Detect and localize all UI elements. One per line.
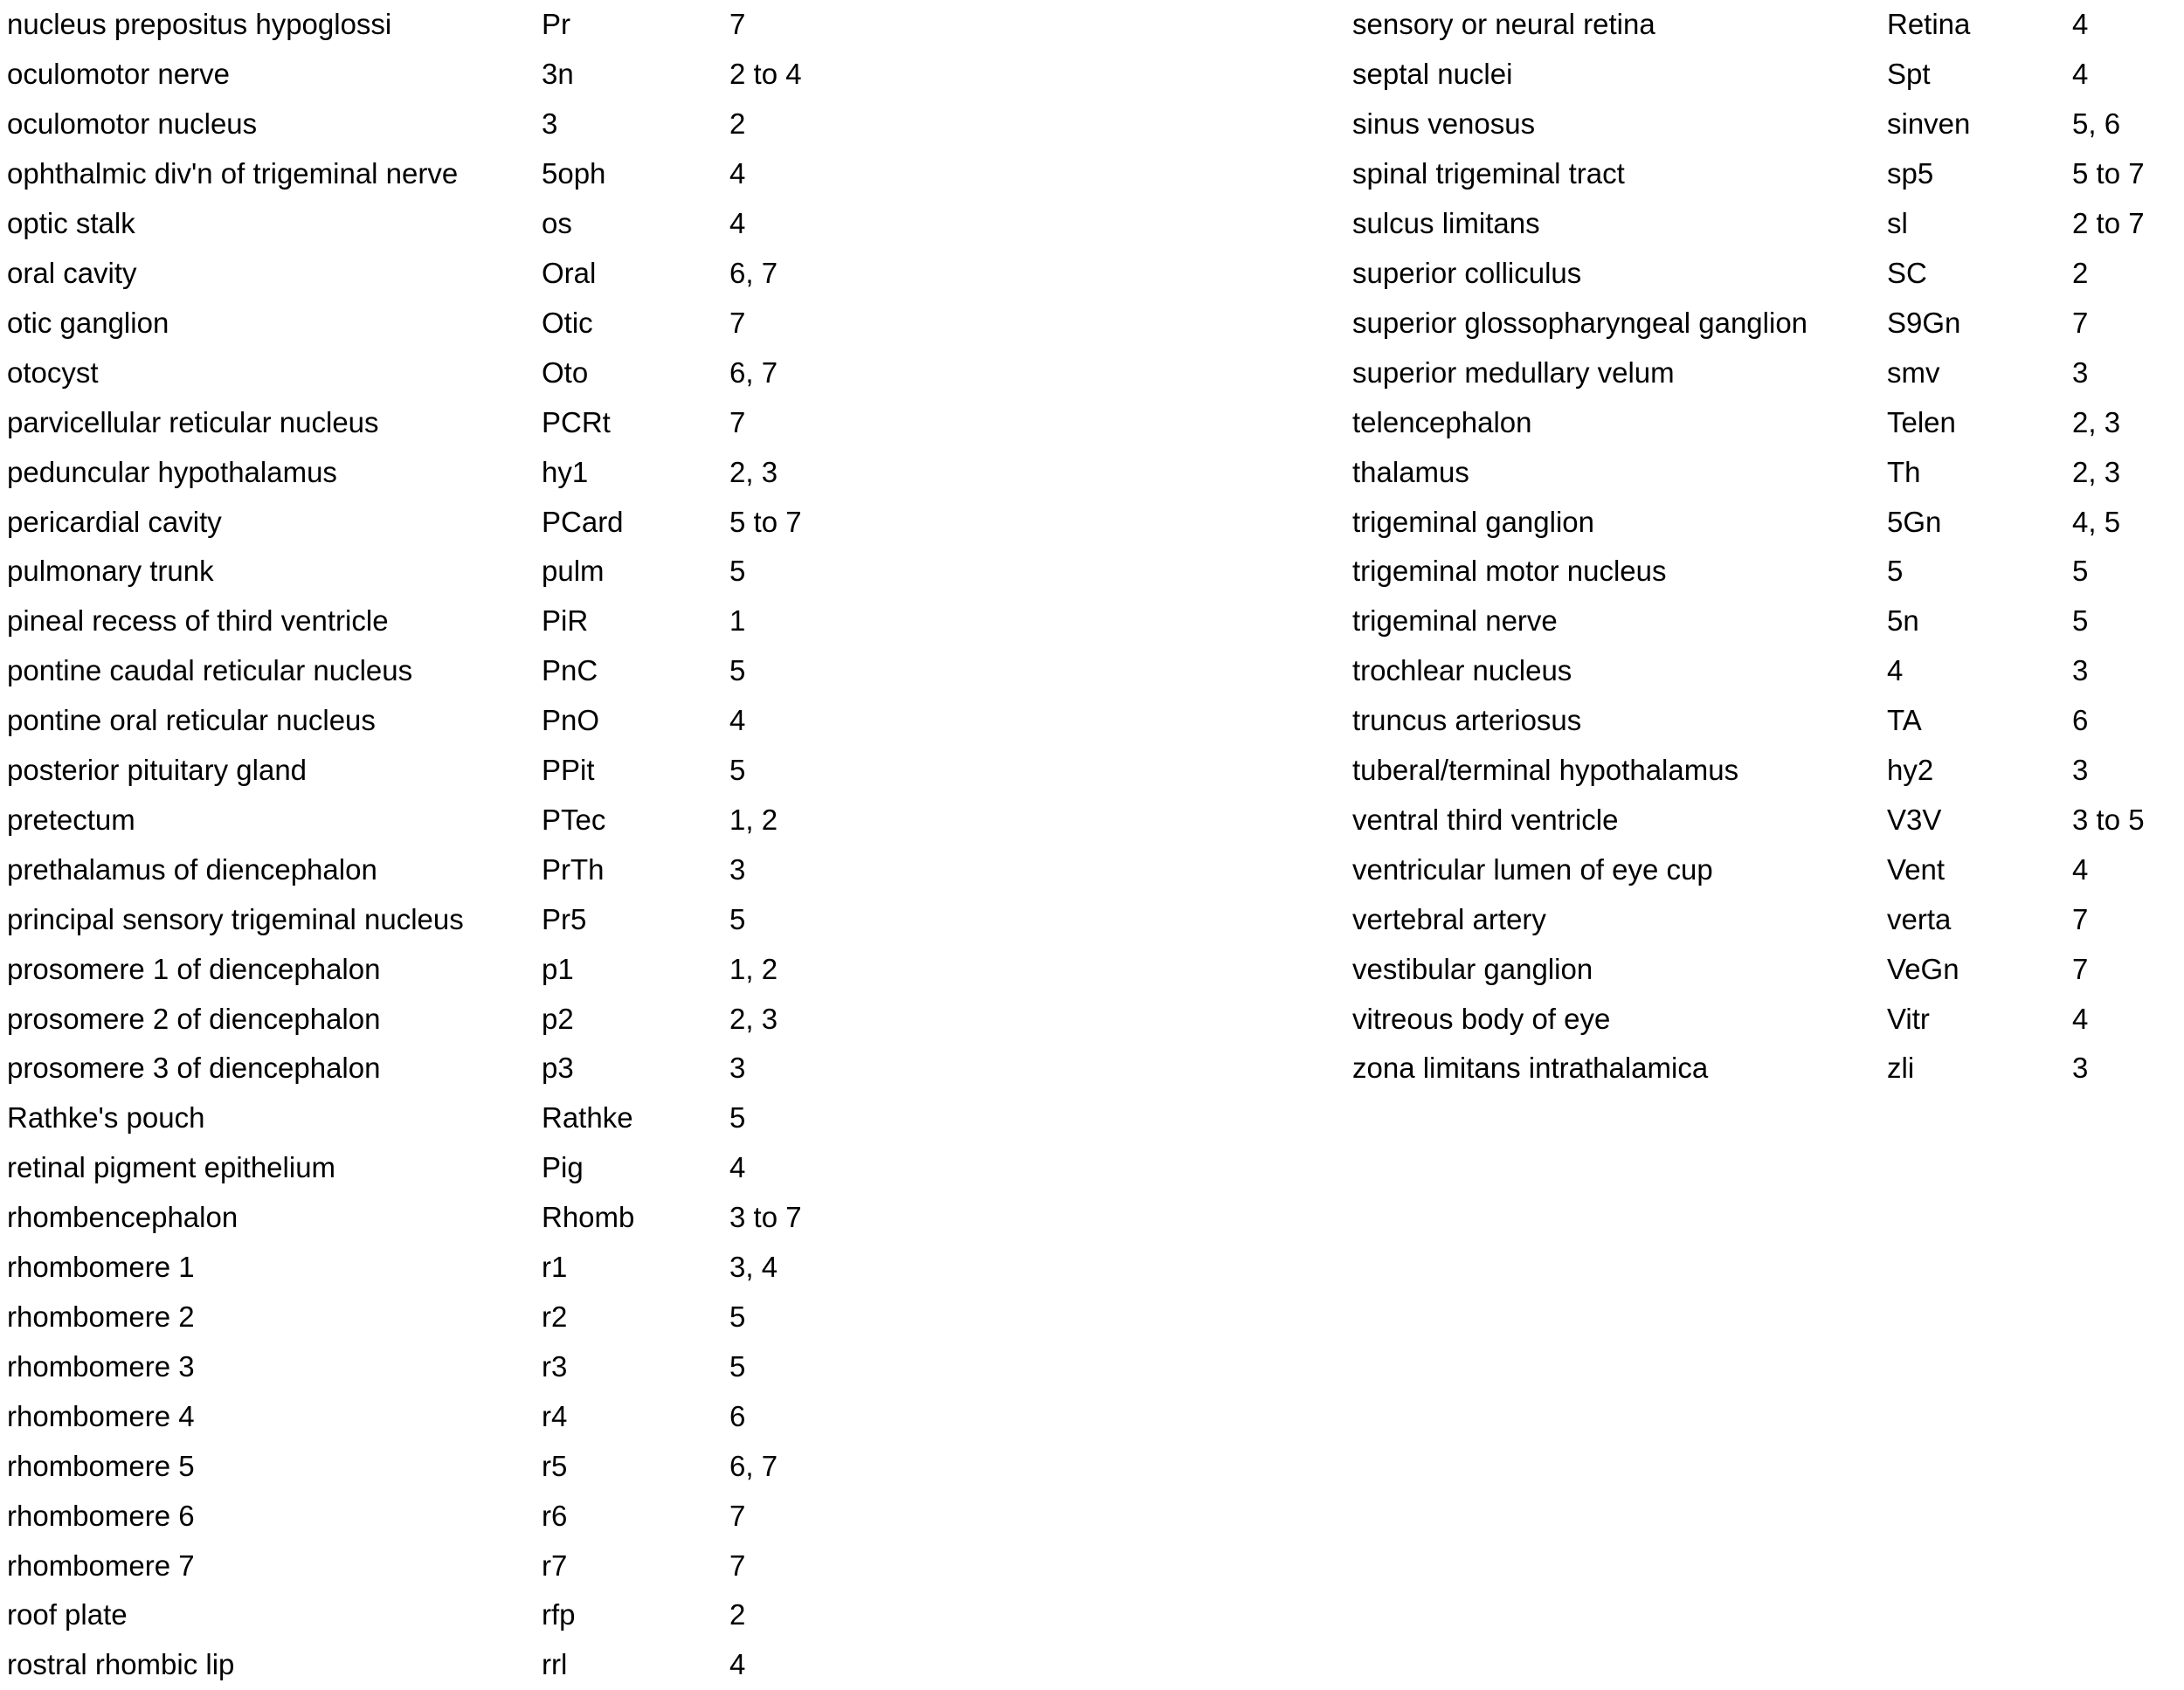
table-row <box>7 397 1344 447</box>
table-row <box>7 1640 1344 1690</box>
structure-abbreviation: r1 <box>542 1251 568 1284</box>
structure-abbreviation: PnC <box>542 654 598 687</box>
structure-abbreviation: PiR <box>542 604 589 638</box>
plate-numbers: 5 <box>2072 555 2089 588</box>
structure-abbreviation: p3 <box>542 1052 574 1085</box>
table-row <box>7 547 1344 597</box>
structure-abbreviation: VeGn <box>1887 952 1959 985</box>
table-row <box>7 298 1344 348</box>
glossary-column-left <box>7 0 1344 1690</box>
structure-abbreviation: 5Gn <box>1887 505 1942 538</box>
structure-name: rhombencephalon <box>7 1201 238 1234</box>
structure-name: telencephalon <box>1352 405 1532 438</box>
table-row <box>7 1143 1344 1193</box>
structure-abbreviation: hy1 <box>542 455 589 488</box>
table-row <box>7 149 1344 199</box>
structure-name: rhombomere 6 <box>7 1499 195 1532</box>
structure-abbreviation: Vent <box>1887 852 1946 886</box>
structure-abbreviation: r6 <box>542 1499 568 1532</box>
structure-name: rhombomere 5 <box>7 1449 195 1482</box>
table-row <box>1352 746 2177 796</box>
structure-name: oculomotor nucleus <box>7 107 258 141</box>
structure-abbreviation: r4 <box>542 1399 568 1432</box>
plate-numbers: 7 <box>729 1549 746 1582</box>
plate-numbers: 6 <box>729 1399 746 1432</box>
plate-numbers: 5 <box>2072 604 2089 638</box>
structure-abbreviation: verta <box>1887 902 1952 935</box>
plate-numbers: 7 <box>2072 902 2089 935</box>
plate-numbers: 4 <box>2072 58 2089 91</box>
table-row <box>7 1391 1344 1441</box>
structure-abbreviation: 3n <box>542 58 574 91</box>
structure-abbreviation: pulm <box>542 555 605 588</box>
structure-abbreviation: Spt <box>1887 58 1931 91</box>
structure-name: rhombomere 2 <box>7 1300 195 1334</box>
plate-numbers: 6, 7 <box>729 1449 778 1482</box>
plate-numbers: 4 <box>729 704 746 737</box>
structure-abbreviation: smv <box>1887 355 1940 389</box>
plate-numbers: 2, 3 <box>729 455 778 488</box>
structure-name: pineal recess of third ventricle <box>7 604 389 638</box>
plate-numbers: 6, 7 <box>729 355 778 389</box>
structure-abbreviation: V3V <box>1887 803 1942 836</box>
plate-numbers: 7 <box>729 306 746 339</box>
table-row <box>7 696 1344 746</box>
glossary-column-right <box>1352 0 2177 1093</box>
structure-abbreviation: Oto <box>542 355 589 389</box>
table-row <box>1352 298 2177 348</box>
table-row <box>7 1193 1344 1243</box>
structure-name: prosomere 3 of diencephalon <box>7 1052 381 1085</box>
plate-numbers: 3 <box>2072 1052 2089 1085</box>
structure-name: vestibular ganglion <box>1352 952 1593 985</box>
structure-name: sensory or neural retina <box>1352 8 1655 41</box>
table-row <box>7 646 1344 696</box>
structure-name: sinus venosus <box>1352 107 1536 141</box>
table-row <box>7 1491 1344 1541</box>
table-row <box>1352 447 2177 497</box>
table-row <box>1352 149 2177 199</box>
structure-name: sulcus limitans <box>1352 207 1540 240</box>
structure-abbreviation: 5 <box>1887 555 1904 588</box>
plate-numbers: 4 <box>2072 1002 2089 1035</box>
plate-numbers: 3 <box>729 852 746 886</box>
table-row <box>7 1243 1344 1293</box>
plate-numbers: 4, 5 <box>2072 505 2121 538</box>
table-row <box>1352 50 2177 100</box>
table-row <box>1352 100 2177 149</box>
structure-abbreviation: r5 <box>542 1449 568 1482</box>
structure-name: superior glossopharyngeal ganglion <box>1352 306 1808 339</box>
structure-abbreviation: TA <box>1887 704 1922 737</box>
structure-name: rhombomere 7 <box>7 1549 195 1582</box>
structure-name: rostral rhombic lip <box>7 1648 235 1681</box>
structure-name: pericardial cavity <box>7 505 222 538</box>
structure-name: superior medullary velum <box>1352 355 1675 389</box>
structure-name: rhombomere 4 <box>7 1399 195 1432</box>
plate-numbers: 5 <box>729 1101 746 1135</box>
structure-abbreviation: PCard <box>542 505 624 538</box>
table-row <box>1352 249 2177 299</box>
structure-name: prosomere 1 of diencephalon <box>7 952 381 985</box>
plate-numbers: 4 <box>2072 852 2089 886</box>
plate-numbers: 2 to 4 <box>729 58 802 91</box>
structure-name: Rathke's pouch <box>7 1101 205 1135</box>
plate-numbers: 7 <box>729 8 746 41</box>
structure-abbreviation: 4 <box>1887 654 1904 687</box>
plate-numbers: 1, 2 <box>729 952 778 985</box>
table-row <box>7 100 1344 149</box>
structure-abbreviation: p1 <box>542 952 574 985</box>
plate-numbers: 2, 3 <box>729 1002 778 1035</box>
structure-name: ophthalmic div'n of trigeminal nerve <box>7 157 459 190</box>
plate-numbers: 6, 7 <box>729 256 778 289</box>
table-row <box>7 1044 1344 1093</box>
table-row <box>1352 696 2177 746</box>
table-row <box>7 348 1344 397</box>
structure-name: septal nuclei <box>1352 58 1513 91</box>
table-row <box>7 1541 1344 1590</box>
table-row <box>1352 1044 2177 1093</box>
table-row <box>7 796 1344 845</box>
plate-numbers: 3 <box>2072 355 2089 389</box>
structure-abbreviation: PCRt <box>542 405 611 438</box>
structure-name: posterior pituitary gland <box>7 754 308 787</box>
structure-abbreviation: PTec <box>542 803 606 836</box>
structure-name: prosomere 2 of diencephalon <box>7 1002 381 1035</box>
plate-numbers: 1 <box>729 604 746 638</box>
table-row <box>7 597 1344 646</box>
structure-name: pretectum <box>7 803 135 836</box>
structure-name: trochlear nucleus <box>1352 654 1572 687</box>
table-row <box>7 1590 1344 1640</box>
structure-abbreviation: sl <box>1887 207 1908 240</box>
structure-name: trigeminal motor nucleus <box>1352 555 1667 588</box>
structure-abbreviation: Otic <box>542 306 593 339</box>
structure-abbreviation: rfp <box>542 1598 576 1631</box>
structure-name: retinal pigment epithelium <box>7 1151 336 1184</box>
table-row <box>1352 547 2177 597</box>
table-row <box>1352 646 2177 696</box>
plate-numbers: 3 to 5 <box>2072 803 2145 836</box>
plate-numbers: 3 <box>2072 754 2089 787</box>
structure-name: pontine caudal reticular nucleus <box>7 654 413 687</box>
structure-abbreviation: Pr <box>542 8 570 41</box>
structure-name: superior colliculus <box>1352 256 1582 289</box>
plate-numbers: 4 <box>729 157 746 190</box>
plate-numbers: 2 <box>729 107 746 141</box>
structure-name: rhombomere 1 <box>7 1251 195 1284</box>
plate-numbers: 7 <box>2072 952 2089 985</box>
table-row <box>7 249 1344 299</box>
structure-name: nucleus prepositus hypoglossi <box>7 8 392 41</box>
plate-numbers: 7 <box>729 405 746 438</box>
table-row <box>1352 597 2177 646</box>
table-row <box>1352 397 2177 447</box>
structure-name: vertebral artery <box>1352 902 1546 935</box>
plate-numbers: 5 <box>729 754 746 787</box>
structure-abbreviation: Oral <box>542 256 597 289</box>
plate-numbers: 1, 2 <box>729 803 778 836</box>
structure-abbreviation: Rhomb <box>542 1201 635 1234</box>
plate-numbers: 4 <box>729 1648 746 1681</box>
plate-numbers: 5 to 7 <box>2072 157 2145 190</box>
table-row <box>7 894 1344 944</box>
structure-name: principal sensory trigeminal nucleus <box>7 902 464 935</box>
plate-numbers: 3 <box>729 1052 746 1085</box>
structure-abbreviation: sinven <box>1887 107 1971 141</box>
table-row <box>1352 944 2177 994</box>
structure-abbreviation: sp5 <box>1887 157 1934 190</box>
plate-numbers: 3, 4 <box>729 1251 778 1284</box>
plate-numbers: 5 to 7 <box>729 505 802 538</box>
table-row <box>7 1441 1344 1491</box>
structure-name: optic stalk <box>7 207 135 240</box>
plate-numbers: 5 <box>729 654 746 687</box>
table-row <box>7 944 1344 994</box>
table-row <box>7 1093 1344 1143</box>
structure-abbreviation: 5n <box>1887 604 1919 638</box>
structure-abbreviation: Vitr <box>1887 1002 1930 1035</box>
structure-abbreviation: r2 <box>542 1300 568 1334</box>
structure-name: peduncular hypothalamus <box>7 455 337 488</box>
structure-abbreviation: r7 <box>542 1549 568 1582</box>
structure-name: otic ganglion <box>7 306 169 339</box>
table-row <box>7 447 1344 497</box>
plate-numbers: 4 <box>729 207 746 240</box>
plate-numbers: 3 to 7 <box>729 1201 802 1234</box>
table-row <box>7 1342 1344 1391</box>
structure-abbreviation: 5oph <box>542 157 606 190</box>
structure-abbreviation: Th <box>1887 455 1921 488</box>
plate-numbers: 5 <box>729 902 746 935</box>
plate-numbers: 2, 3 <box>2072 405 2121 438</box>
table-row <box>7 746 1344 796</box>
structure-abbreviation: S9Gn <box>1887 306 1961 339</box>
plate-numbers: 2, 3 <box>2072 455 2121 488</box>
structure-name: oculomotor nerve <box>7 58 230 91</box>
structure-name: trigeminal nerve <box>1352 604 1558 638</box>
plate-numbers: 5 <box>729 1300 746 1334</box>
structure-abbreviation: Telen <box>1887 405 1956 438</box>
table-row <box>7 845 1344 894</box>
structure-abbreviation: os <box>542 207 572 240</box>
plate-numbers: 7 <box>729 1499 746 1532</box>
structure-name: pulmonary trunk <box>7 555 214 588</box>
structure-abbreviation: r3 <box>542 1349 568 1383</box>
structure-abbreviation: 3 <box>542 107 558 141</box>
structure-abbreviation: Pr5 <box>542 902 587 935</box>
structure-abbreviation: PPit <box>542 754 595 787</box>
structure-name: thalamus <box>1352 455 1469 488</box>
structure-name: pontine oral reticular nucleus <box>7 704 376 737</box>
table-row <box>7 0 1344 50</box>
plate-numbers: 3 <box>2072 654 2089 687</box>
table-row <box>1352 199 2177 249</box>
structure-name: roof plate <box>7 1598 128 1631</box>
table-row <box>1352 894 2177 944</box>
plate-numbers: 2 <box>2072 256 2089 289</box>
table-row <box>7 994 1344 1044</box>
structure-name: parvicellular reticular nucleus <box>7 405 379 438</box>
plate-numbers: 7 <box>2072 306 2089 339</box>
structure-name: zona limitans intrathalamica <box>1352 1052 1709 1085</box>
structure-abbreviation: rrl <box>542 1648 568 1681</box>
structure-name: rhombomere 3 <box>7 1349 195 1383</box>
structure-name: ventral third ventricle <box>1352 803 1619 836</box>
plate-numbers: 2 <box>729 1598 746 1631</box>
structure-name: truncus arteriosus <box>1352 704 1582 737</box>
structure-abbreviation: zli <box>1887 1052 1915 1085</box>
structure-name: prethalamus of diencephalon <box>7 852 377 886</box>
structure-abbreviation: PnO <box>542 704 600 737</box>
table-row <box>1352 497 2177 547</box>
table-row <box>1352 994 2177 1044</box>
table-row <box>7 199 1344 249</box>
structure-name: trigeminal ganglion <box>1352 505 1595 538</box>
plate-numbers: 4 <box>2072 8 2089 41</box>
structure-abbreviation: p2 <box>542 1002 574 1035</box>
plate-numbers: 5, 6 <box>2072 107 2121 141</box>
structure-name: spinal trigeminal tract <box>1352 157 1625 190</box>
structure-name: oral cavity <box>7 256 137 289</box>
table-row <box>1352 845 2177 894</box>
structure-name: ventricular lumen of eye cup <box>1352 852 1713 886</box>
structure-name: otocyst <box>7 355 99 389</box>
structure-abbreviation: Pig <box>542 1151 584 1184</box>
table-row <box>7 50 1344 100</box>
plate-numbers: 5 <box>729 1349 746 1383</box>
plate-numbers: 5 <box>729 555 746 588</box>
structure-abbreviation: PrTh <box>542 852 605 886</box>
table-row <box>7 1293 1344 1342</box>
plate-numbers: 2 to 7 <box>2072 207 2145 240</box>
structure-abbreviation: Rathke <box>542 1101 633 1135</box>
structure-abbreviation: Retina <box>1887 8 1971 41</box>
table-row <box>7 497 1344 547</box>
table-row <box>1352 796 2177 845</box>
structure-name: tuberal/terminal hypothalamus <box>1352 754 1739 787</box>
structure-name: vitreous body of eye <box>1352 1002 1611 1035</box>
structure-abbreviation: SC <box>1887 256 1927 289</box>
structure-abbreviation: hy2 <box>1887 754 1934 787</box>
table-row <box>1352 348 2177 397</box>
plate-numbers: 6 <box>2072 704 2089 737</box>
plate-numbers: 4 <box>729 1151 746 1184</box>
table-row <box>1352 0 2177 50</box>
